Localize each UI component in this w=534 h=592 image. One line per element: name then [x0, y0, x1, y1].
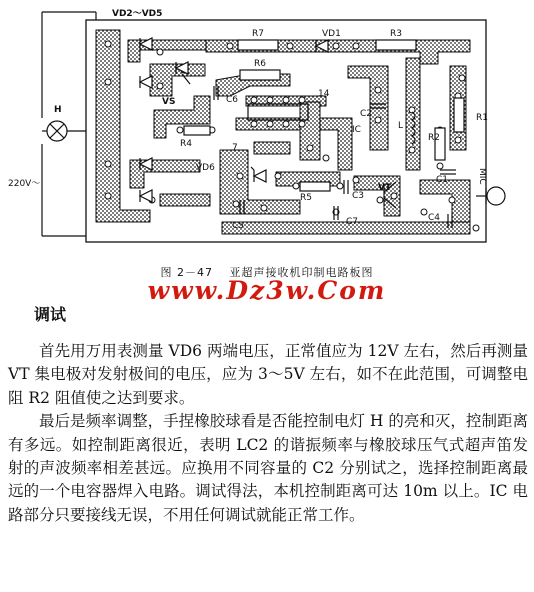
label-r2: R2 [428, 133, 440, 143]
lamp-h [42, 121, 86, 141]
label-c7: C7 [346, 217, 359, 227]
label-vd2-vd5: VD2～VD5 [112, 9, 163, 19]
label-r5: R5 [300, 193, 312, 203]
diode-vd6 [251, 167, 266, 182]
label-pin-14: 14 [318, 89, 330, 99]
resistor-r7 [238, 40, 278, 50]
pcb-layout-drawing [0, 0, 534, 262]
microphone-mic [476, 187, 505, 205]
capacitor-c3 [344, 180, 348, 194]
label-r4: R4 [180, 139, 192, 149]
label-ic: IC [352, 125, 361, 135]
label-pin-7: 7 [232, 143, 238, 153]
label-c1: C1 [436, 175, 449, 185]
label-r6: R6 [254, 59, 266, 69]
resistor-r6 [240, 70, 280, 80]
body-text [8, 340, 528, 527]
watermark-text: www.Dz3w.Com [147, 276, 387, 305]
label-r3: R3 [390, 29, 402, 39]
label-vd1: VD1 [322, 29, 341, 39]
label-l: L [398, 121, 404, 131]
paragraph-2: 最后是频率调整，手捏橡胶球看是否能控制电灯 H 的亮和灭，控制距离有多远。如控制距离很近，表明 LC2 的谐振频率与橡胶球压气式超声笛发射的声波频率相差甚远。应换用不同容量的 C2 分别试之，选择控制距离最远的一个电容器焊入电路。调试得法，本机控制距离可达 10m 以上。IC 电路部分只要接线无误，不用任何调试就能正常工作。 [8, 412, 528, 524]
label-c6: C6 [226, 95, 239, 105]
label-h: H [54, 105, 62, 115]
capacitor-c1 [440, 170, 456, 174]
label-mic: MIC [477, 168, 487, 185]
label-c2: C2 [360, 109, 373, 119]
label-c4: C4 [428, 213, 441, 223]
label-vt: VT [378, 183, 392, 193]
label-c3: C3 [352, 191, 365, 201]
figure-caption: 图 2－47 亚超声接收机印制电路板图 [160, 266, 374, 279]
resistor-r4 [184, 126, 210, 135]
label-c5: C5 [232, 221, 245, 231]
resistor-r5 [300, 182, 330, 191]
label-vd6: VD6 [196, 163, 215, 173]
label-r1: R1 [476, 113, 488, 123]
paragraph-1: 首先用万用表测量 VD6 两端电压，正常值应为 12V 左右，然后再测量 VT 集电极对发射极间的电压，应为 3～5V 左右，如不在此范围，可调整电阻 R2 阻值使之达到要求。 [8, 342, 528, 407]
resistor-r1 [454, 98, 464, 132]
section-heading: 调试 [34, 305, 67, 324]
diode-vd3 [140, 76, 152, 88]
label-r7: R7 [252, 29, 264, 39]
pcb-figure [0, 0, 534, 262]
resistor-r3 [376, 40, 416, 50]
label-220v: 220V～ [8, 179, 41, 189]
label-vs: VS [162, 97, 176, 107]
diode-vd5 [140, 190, 152, 202]
